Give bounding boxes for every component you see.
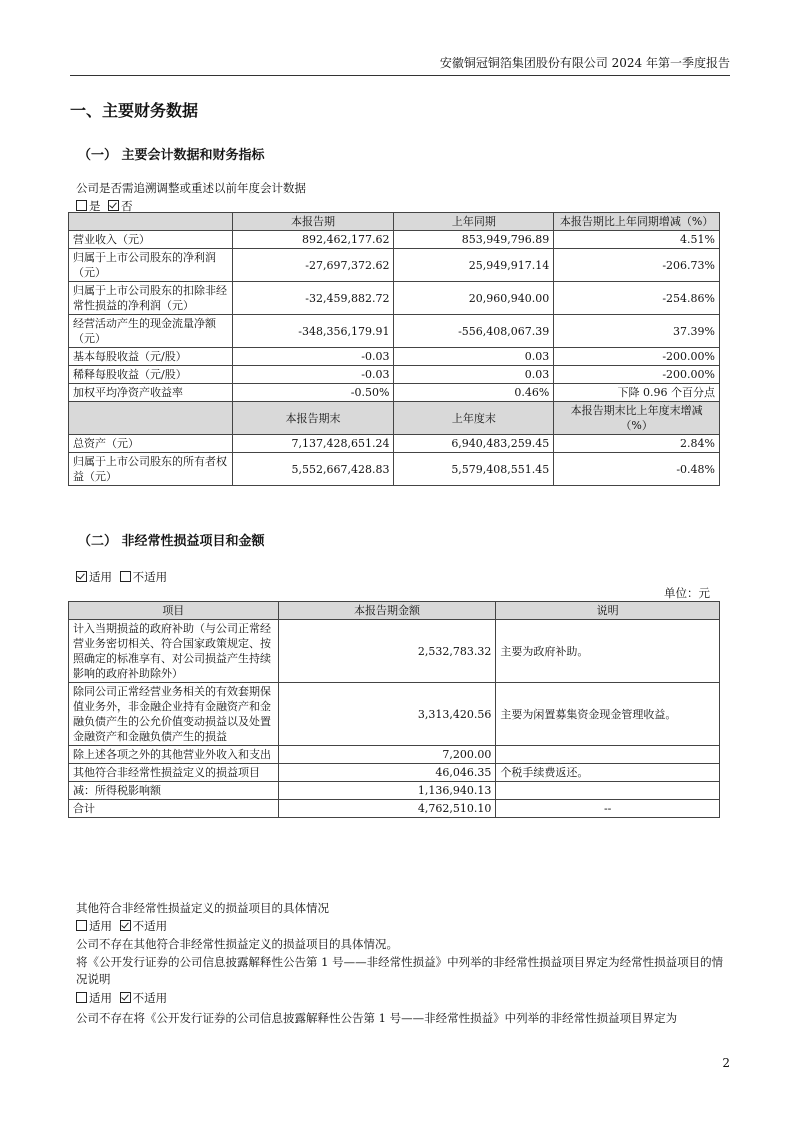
table-header-row [69, 402, 720, 435]
unit-label: 单位：元 [664, 586, 710, 600]
table-row [69, 800, 720, 818]
note2-title: 将《公开发行证券的公司信息披露解释性公告第 1 号——非经常性损益》中列举的非经常性损益项目界定为经常性损益项目的情况说明 [76, 955, 724, 986]
description-cell: 主要为闲置募集资金现金管理收益。 [496, 683, 720, 746]
table-row [69, 746, 720, 764]
amount-cell: 1,136,940.13 [278, 782, 496, 800]
row-label: 经营活动产生的现金流量净额（元） [69, 315, 233, 348]
description-cell: 个税手续费返还。 [496, 764, 720, 782]
value-cell: 7,137,428,651.24 [232, 435, 394, 453]
note2-text: 公司不存在将《公开发行证券的公司信息披露解释性公告第 1 号——非经常性损益》中列举的非经常性损益项目界定为 [76, 1011, 678, 1025]
table-row [69, 620, 720, 683]
column-header: 本报告期末 [232, 402, 394, 435]
note1-title: 其他符合非经常性损益定义的损益项目的具体情况 [76, 901, 329, 915]
restate-options: 是 否 [76, 198, 133, 214]
sub-title-non-recurring: （二） 非经常性损益项目和金额 [78, 534, 265, 549]
value-cell: -0.50% [232, 384, 394, 402]
description-cell: 主要为政府补助。 [496, 620, 720, 683]
checkbox-icon[interactable] [76, 992, 87, 1003]
header-empty-cell [69, 213, 233, 231]
table-header-row [69, 213, 720, 231]
financial-indicators-table [68, 212, 720, 486]
checkbox-icon[interactable] [120, 571, 131, 582]
row-label: 总资产（元） [69, 435, 233, 453]
value-cell: 0.03 [394, 348, 554, 366]
non-recurring-table [68, 601, 720, 818]
row-label: 其他符合非经常性损益定义的损益项目 [69, 764, 279, 782]
applicable-options-3: 适用 不适用 [76, 990, 167, 1006]
column-header: 本报告期 [232, 213, 394, 231]
amount-cell: 7,200.00 [278, 746, 496, 764]
description-cell [496, 782, 720, 800]
table-row [69, 435, 720, 453]
description-cell [496, 746, 720, 764]
row-label: 合计 [69, 800, 279, 818]
value-cell: -0.03 [232, 366, 394, 384]
column-header: 本报告期末比上年度末增减（%） [554, 402, 720, 435]
row-label: 减：所得税影响额 [69, 782, 279, 800]
table-row [69, 366, 720, 384]
section-title: 一、主要财务数据 [70, 101, 199, 120]
checked-checkbox-icon[interactable] [120, 992, 131, 1003]
value-cell: 4.51% [554, 231, 720, 249]
table-row [69, 249, 720, 282]
value-cell: -206.73% [554, 249, 720, 282]
checkbox-icon[interactable] [76, 920, 87, 931]
table-row [69, 282, 720, 315]
table-row [69, 782, 720, 800]
header-empty-cell [69, 402, 233, 435]
page-number: 2 [722, 1056, 730, 1070]
amount-cell: 4,762,510.10 [278, 800, 496, 818]
column-header: 本报告期金额 [278, 602, 496, 620]
page-header: 安徽铜冠铜箔集团股份有限公司 2024 年第一季度报告 [70, 54, 730, 76]
row-label: 归属于上市公司股东的所有者权益（元） [69, 453, 233, 486]
checked-checkbox-icon[interactable] [120, 920, 131, 931]
value-cell: -27,697,372.62 [232, 249, 394, 282]
table-row [69, 231, 720, 249]
value-cell: -0.03 [232, 348, 394, 366]
table-row [69, 683, 720, 746]
restate-question: 公司是否需追溯调整或重述以前年度会计数据 [76, 181, 306, 195]
table-row [69, 348, 720, 366]
column-header: 项目 [69, 602, 279, 620]
checked-checkbox-icon[interactable] [108, 200, 119, 211]
row-label: 基本每股收益（元/股） [69, 348, 233, 366]
column-header: 本报告期比上年同期增减（%） [554, 213, 720, 231]
value-cell: -556,408,067.39 [394, 315, 554, 348]
applicable-options-1: 适用 不适用 [76, 569, 167, 585]
checkbox-icon[interactable] [76, 200, 87, 211]
amount-cell: 46,046.35 [278, 764, 496, 782]
value-cell: 5,579,408,551.45 [394, 453, 554, 486]
value-cell: 853,949,796.89 [394, 231, 554, 249]
value-cell: 25,949,917.14 [394, 249, 554, 282]
value-cell: 892,462,177.62 [232, 231, 394, 249]
row-label: 加权平均净资产收益率 [69, 384, 233, 402]
column-header: 上年同期 [394, 213, 554, 231]
value-cell: 0.46% [394, 384, 554, 402]
row-label: 归属于上市公司股东的扣除非经常性损益的净利润（元） [69, 282, 233, 315]
applicable-options-2: 适用 不适用 [76, 918, 167, 934]
value-cell: 37.39% [554, 315, 720, 348]
value-cell: -200.00% [554, 348, 720, 366]
value-cell: -0.48% [554, 453, 720, 486]
table-row [69, 453, 720, 486]
column-header: 上年度末 [394, 402, 554, 435]
column-header: 说明 [496, 602, 720, 620]
value-cell: 5,552,667,428.83 [232, 453, 394, 486]
value-cell: 下降 0.96 个百分点 [554, 384, 720, 402]
table-row [69, 384, 720, 402]
sub-title-financial-indicators: （一） 主要会计数据和财务指标 [78, 148, 265, 163]
table-header-row [69, 602, 720, 620]
row-label: 营业收入（元） [69, 231, 233, 249]
description-cell: -- [496, 800, 720, 818]
table-row [69, 315, 720, 348]
note1-text: 公司不存在其他符合非经常性损益定义的损益项目的具体情况。 [76, 937, 398, 951]
row-label: 除同公司正常经营业务相关的有效套期保值业务外，非金融企业持有金融资产和金融负债产生的公允价值变动损益以及处置金融资产和金融负债产生的损益 [69, 683, 279, 746]
checked-checkbox-icon[interactable] [76, 571, 87, 582]
row-label: 稀释每股收益（元/股） [69, 366, 233, 384]
amount-cell: 3,313,420.56 [278, 683, 496, 746]
value-cell: -200.00% [554, 366, 720, 384]
row-label: 归属于上市公司股东的净利润（元） [69, 249, 233, 282]
table-row [69, 764, 720, 782]
value-cell: 0.03 [394, 366, 554, 384]
amount-cell: 2,532,783.32 [278, 620, 496, 683]
value-cell: -254.86% [554, 282, 720, 315]
value-cell: 20,960,940.00 [394, 282, 554, 315]
row-label: 除上述各项之外的其他营业外收入和支出 [69, 746, 279, 764]
value-cell: -32,459,882.72 [232, 282, 394, 315]
value-cell: -348,356,179.91 [232, 315, 394, 348]
value-cell: 6,940,483,259.45 [394, 435, 554, 453]
value-cell: 2.84% [554, 435, 720, 453]
row-label: 计入当期损益的政府补助（与公司正常经营业务密切相关、符合国家政策规定、按照确定的标准享有、对公司损益产生持续影响的政府补助除外） [69, 620, 279, 683]
